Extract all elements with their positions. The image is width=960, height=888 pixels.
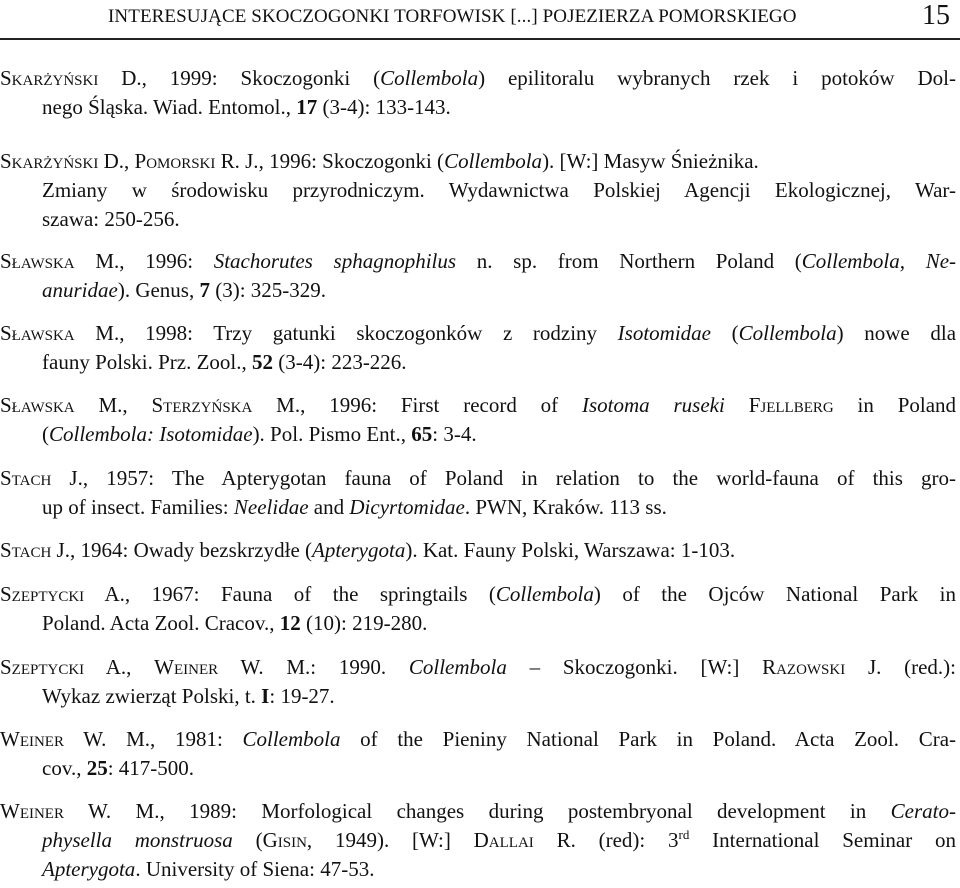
reference-text: (red.): [881,655,957,679]
reference-text: ( [711,321,739,345]
reference-text: , 1949). [W:] [306,828,474,852]
reference-line [0,855,956,884]
running-title: INTERESUJĄCE SKOCZOGONKI TORFOWISK [...] POJEZIERZA POMORSKIEGO [108,6,797,27]
reference-family: Neelidae [233,495,309,519]
reference-year: 1998 [145,321,188,345]
reference-year: 1996 [145,249,188,273]
reference-editor: Dallai R. [473,828,576,852]
reference-author: Pomorski R. J. [134,149,259,173]
reference-year: 1999 [169,66,212,90]
reference-line [0,93,956,122]
reference-author: Szeptycki A. [0,655,127,679]
reference-text: (10): 219-280. [300,611,428,635]
reference-text: cov., [42,756,87,780]
reference-entry [0,580,956,638]
reference-entry [0,247,956,305]
reference-text: ( [232,828,263,852]
reference-descriptor: Gisin [262,828,307,852]
reference-line: Sławska M., 1996: Stachorutes sphagnophilus n. sp. from Northern Poland (Collembola, Ne- [0,249,957,273]
reference-author: Sławska M. [0,321,120,345]
reference-taxon: anuridae [42,278,118,302]
reference-text: Trzy gatunki skoczogonków z rodziny [213,321,618,345]
reference-volume: 17 [296,95,318,119]
reference-text: Poland. Acta Zool. Cracov., [42,611,280,635]
reference-volume: 12 [279,611,301,635]
reference-entry [0,464,956,522]
reference-line: Stach J., 1964: Owady bezskrzydłe (Apterygota). Kat. Fauny Polski, Warszawa: 1-103. [0,538,736,562]
reference-text: fauny Polski. Prz. Zool., [42,350,252,374]
reference-author: Weiner W. M. [0,727,151,751]
reference-line: (Collembola: Isotomidae). Pol. Pismo Ent., 65: 3-4. [42,422,477,446]
reference-line: Szeptycki A., 1967: Fauna of the springtails (Collembola) of the Ojców National Park in [0,582,956,606]
reference-line: Weiner W. M., 1981: Collembola of the Pieniny National Park in Poland. Acta Zool. Cra- [0,727,957,751]
reference-year: 1990 [338,655,381,679]
reference-author: Stach J. [0,538,70,562]
reference-editor: Razowski J. [762,655,882,679]
running-header [0,0,960,40]
reference-entry [0,319,956,377]
reference-author: Weiner W. M. [0,799,160,823]
reference-entry [0,797,956,884]
reference-text: ) of the Ojców National Park in [593,582,956,606]
reference-text: Skoczogonki ( [322,149,445,173]
reference-descriptor: Fjellberg [748,393,834,417]
reference-text: ). Kat. Fauny Polski, Warszawa: 1-103. [405,538,736,562]
reference-family: Dicyrtomidae [349,495,465,519]
reference-author: Sławska M. [0,393,123,417]
reference-line: Sławska M., Sterzyńska M., 1996: First record of Isotoma ruseki Fjellberg in Poland [0,393,957,417]
reference-line [0,609,956,638]
reference-text: . PWN, Kraków. 113 ss. [464,495,667,519]
reference-text: ). Genus, [117,278,200,302]
reference-taxon: Apterygota [42,857,136,881]
reference-text: : 417-500. [107,756,195,780]
reference-taxon: Collembola [738,321,837,345]
reference-text: ). [W:] Masyw Śnieżnika. [542,149,759,173]
ordinal-superscript: rd [678,827,690,842]
reference-author: Weiner W. M. [154,655,311,679]
reference-taxon: Collembola [408,655,507,679]
reference-year: 1964 [80,538,123,562]
reference-entry [0,536,956,565]
reference-text: International Seminar on [689,828,957,852]
header-rule [0,38,960,40]
reference-author: Sterzyńska M. [151,393,301,417]
reference-text: up of insect. Families: [42,495,234,519]
reference-author: Stach J. [0,466,83,490]
reference-author: Skarżyński D. [0,66,142,90]
reference-line [0,826,956,855]
reference-line [0,682,956,711]
reference-species: Stachorutes sphagnophilus [213,249,457,273]
reference-text: – Skoczogonki. [W:] [506,655,763,679]
reference-line [0,754,956,783]
reference-text: : 19-27. [269,684,335,708]
reference-volume: 65 [411,422,433,446]
reference-volume: I [261,684,270,708]
reference-text: . University of Siena: 47-53. [135,857,375,881]
reference-year: 1957 [106,466,149,490]
reference-text: ) epilitoralu wybranych rzek i potoków Dol- [478,66,956,90]
reference-year: 1989 [189,799,232,823]
reference-text: (3-4): 223-226. [273,350,407,374]
reference-line: Sławska M., 1998: Trzy gatunki skoczogonków z rodziny Isotomidae (Collembola) nowe dla [0,321,957,345]
reference-line [0,276,956,305]
reference-text: (3): 325-329. [209,278,327,302]
reference-line [0,348,956,377]
reference-text: First record of [400,393,583,417]
reference-taxon: Collembola [444,149,543,173]
reference-text: Skoczogonki ( [240,66,381,90]
reference-entry [0,725,956,783]
reference-text: of the Pieniny National Park in Poland. Acta Zool. Cra- [340,727,957,751]
reference-taxon: Collembola, Ne- [801,249,957,273]
reference-entry [0,653,956,711]
reference-taxon: Apterygota [312,538,406,562]
reference-text: Morfological changes during postembryonal development in [261,799,891,823]
reference-line: Stach J., 1957: The Apterygotan fauna of Poland in relation to the world-fauna of this gro- [0,466,957,490]
reference-year: 1981 [174,727,217,751]
reference-text: ). Pol. Pismo Ent., [252,422,412,446]
reference-author: Skarżyński D. [0,149,125,173]
reference-taxon: Collembola: Isotomidae [49,422,253,446]
reference-species: physella monstruosa [42,828,233,852]
reference-text: nego Śląska. Wiad. Entomol., [42,95,297,119]
reference-text: n. sp. from Northern Poland ( [456,249,802,273]
reference-species: Cerato- [890,799,956,823]
reference-text: Wykaz zwierząt Polski, t. [42,684,262,708]
reference-entry [0,147,956,234]
reference-taxon: Collembola [495,582,594,606]
reference-taxon: Collembola [380,66,479,90]
reference-volume: 7 [199,278,210,302]
reference-taxon: Collembola [242,727,341,751]
reference-line: Szeptycki A., Weiner W. M.: 1990. Collembola – Skoczogonki. [W:] Razowski J. (red.): [0,655,957,679]
reference-line: Zmiany w środowisku przyrodniczym. Wydawnictwa Polskiej Agencji Ekologicznej, War- [42,178,956,202]
reference-text: ) nowe dla [836,321,957,345]
reference-species: Isotoma ruseki [582,393,725,417]
reference-line: Skarżyński D., 1999: Skoczogonki (Collembola) epilitoralu wybranych rzek i potoków Dol- [0,66,956,90]
reference-year: 1967 [151,582,194,606]
reference-text: : 3-4. [432,422,477,446]
reference-text: The Apterygotan fauna of Poland in relation to the world-fauna of this gro- [171,466,957,490]
reference-line: Weiner W. M., 1989: Morfological changes during postembryonal development in Cerato- [0,799,956,823]
reference-entry [0,391,956,449]
reference-volume: 25 [86,756,108,780]
reference-text: and [308,495,350,519]
reference-author: Szeptycki A. [0,582,125,606]
reference-text: Owady bezskrzydłe ( [133,538,313,562]
reference-text: (3-4): 133-143. [317,95,451,119]
reference-year: 1996 [329,393,372,417]
page-number: 15 [922,0,950,31]
reference-text: (red): 3 [575,828,679,852]
reference-text: Fauna of the springtails ( [220,582,496,606]
reference-year: 1996 [269,149,312,173]
reference-line: Skarżyński D., Pomorski R. J., 1996: Skoczogonki (Collembola). [W:] Masyw Śnieżnika. [0,149,759,173]
reference-family: Isotomidae [617,321,711,345]
reference-line: szawa: 250-256. [42,207,180,231]
reference-entry [0,64,956,122]
reference-text: in Poland [833,393,957,417]
reference-author: Sławska M. [0,249,120,273]
reference-volume: 52 [252,350,273,374]
reference-line [0,493,956,522]
